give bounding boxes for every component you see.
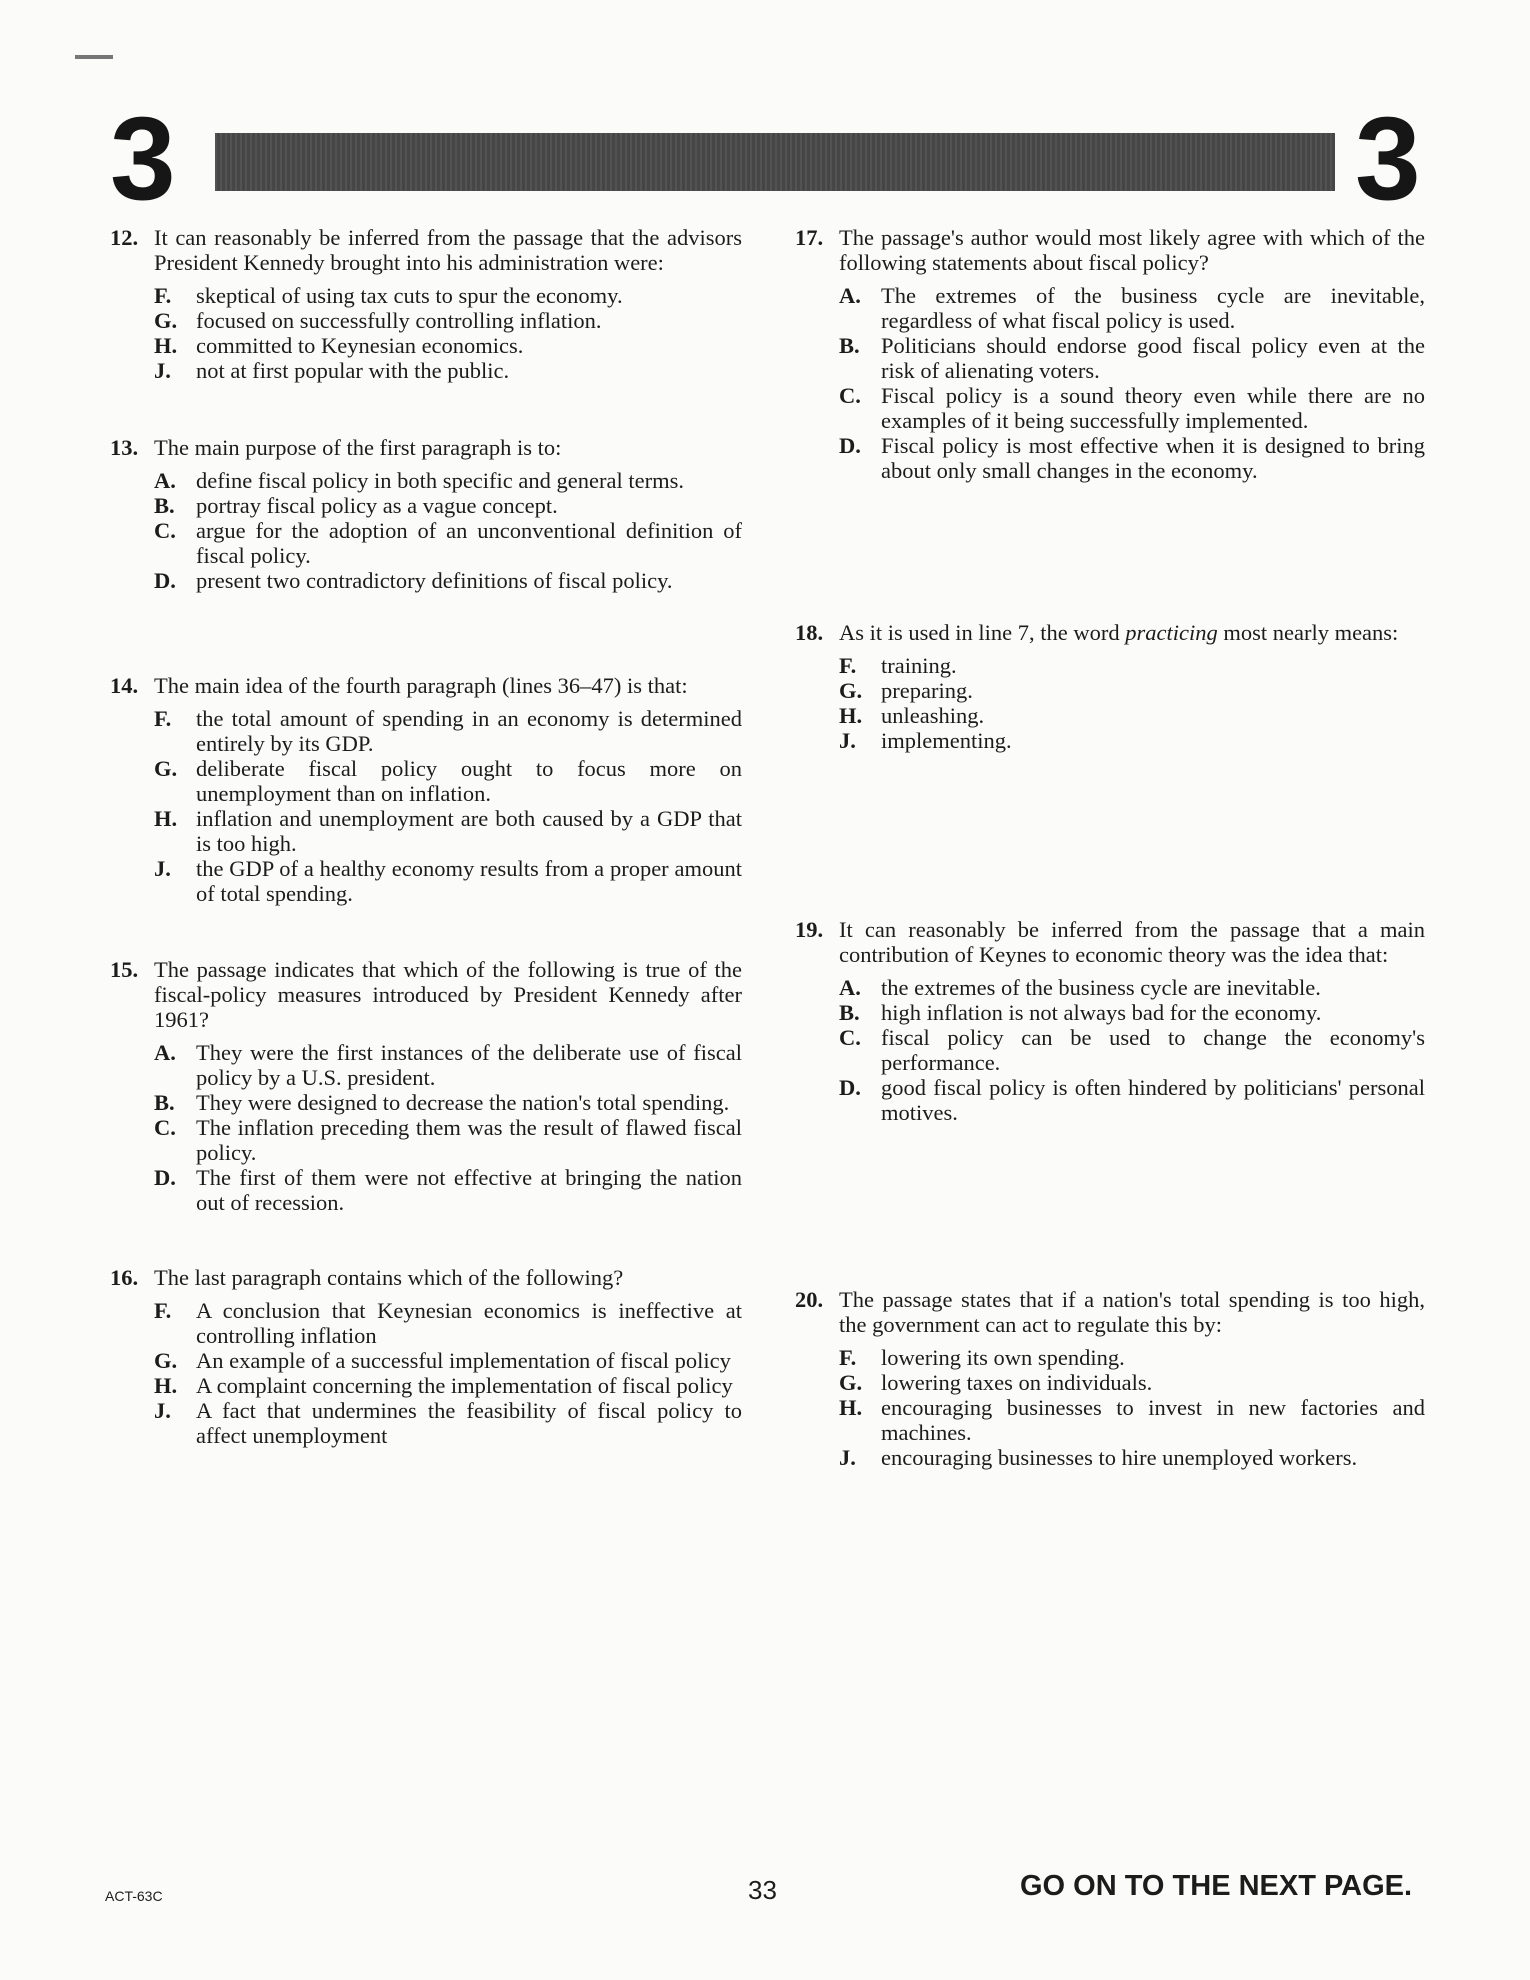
question-number: 14. bbox=[110, 673, 139, 698]
choice-text: committed to Keynesian economics. bbox=[196, 333, 524, 358]
choice-letter: A. bbox=[154, 1040, 176, 1065]
choice-letter: D. bbox=[839, 1075, 861, 1100]
choice-letter: H. bbox=[839, 1395, 863, 1420]
question-number: 15. bbox=[110, 957, 139, 982]
choice-j[interactable] bbox=[154, 856, 742, 906]
choice-text: define fiscal policy in both specific and general terms. bbox=[196, 468, 684, 493]
choice-a[interactable] bbox=[154, 1040, 742, 1090]
choice-c[interactable] bbox=[839, 1025, 1425, 1075]
question-stem: The passage indicates that which of the following is true of the fiscal-policy measures introduced by President Kennedy after 1961? bbox=[154, 957, 742, 1032]
choice-j[interactable] bbox=[154, 1398, 742, 1448]
choice-text: argue for the adoption of an unconventional definition of fiscal policy. bbox=[196, 518, 742, 568]
question-14 bbox=[110, 673, 742, 906]
choice-letter: H. bbox=[839, 703, 863, 728]
choice-letter: G. bbox=[839, 1370, 863, 1395]
choice-text: The extremes of the business cycle are inevitable, regardless of what fiscal policy is used. bbox=[881, 283, 1425, 333]
question-number: 18. bbox=[795, 620, 824, 645]
question-stem: It can reasonably be inferred from the passage that a main contribution of Keynes to economic theory was the idea that: bbox=[839, 917, 1425, 967]
choice-letter: G. bbox=[154, 308, 178, 333]
question-stem bbox=[839, 620, 1425, 645]
choice-letter: H. bbox=[154, 1373, 178, 1398]
choice-list bbox=[154, 1040, 742, 1215]
choice-letter: A. bbox=[839, 975, 861, 1000]
section-number-right: 3 bbox=[1355, 93, 1421, 225]
choice-f[interactable] bbox=[154, 1298, 742, 1348]
question-stem: The main purpose of the first paragraph is to: bbox=[154, 435, 562, 460]
page-number: 33 bbox=[748, 1875, 777, 1905]
choice-list bbox=[154, 468, 742, 593]
choice-j[interactable] bbox=[154, 358, 742, 383]
choice-letter: F. bbox=[839, 653, 857, 678]
footer-form-code: ACT-63C bbox=[105, 1888, 163, 1904]
question-number: 16. bbox=[110, 1265, 139, 1290]
choice-text: training. bbox=[881, 653, 957, 678]
choice-text: high inflation is not always bad for the economy. bbox=[881, 1000, 1322, 1025]
choice-d[interactable] bbox=[154, 568, 742, 593]
choice-text: portray fiscal policy as a vague concept. bbox=[196, 493, 558, 518]
choice-b[interactable] bbox=[839, 333, 1425, 383]
choice-text: the GDP of a healthy economy results from a proper amount of total spending. bbox=[196, 856, 742, 906]
choice-b[interactable] bbox=[839, 1000, 1425, 1025]
choice-letter: J. bbox=[154, 358, 171, 383]
choice-letter: J. bbox=[154, 1398, 171, 1423]
choice-letter: B. bbox=[154, 493, 175, 518]
choice-letter: H. bbox=[154, 806, 178, 831]
choice-text: inflation and unemployment are both caused by a GDP that is too high. bbox=[196, 806, 742, 856]
choice-text: A complaint concerning the implementation of fiscal policy bbox=[196, 1373, 733, 1398]
choice-text: They were the first instances of the deliberate use of fiscal policy by a U.S. president. bbox=[196, 1040, 742, 1090]
choice-d[interactable] bbox=[839, 433, 1425, 483]
scan-mark bbox=[75, 55, 113, 59]
question-number: 19. bbox=[795, 917, 824, 942]
choice-letter: C. bbox=[154, 1115, 176, 1140]
choice-letter: H. bbox=[154, 333, 178, 358]
choice-text: The first of them were not effective at bringing the nation out of recession. bbox=[196, 1165, 742, 1215]
choice-text: implementing. bbox=[881, 728, 1012, 753]
choice-h[interactable] bbox=[154, 333, 742, 358]
choice-letter: D. bbox=[154, 568, 176, 593]
choice-j[interactable] bbox=[839, 1445, 1425, 1470]
choice-g[interactable] bbox=[154, 1348, 742, 1373]
choice-h[interactable] bbox=[839, 1395, 1425, 1445]
choice-text: the extremes of the business cycle are inevitable. bbox=[881, 975, 1321, 1000]
choice-list bbox=[839, 1345, 1425, 1470]
stem-text: As it is used in line 7, the word bbox=[839, 620, 1126, 645]
choice-h[interactable] bbox=[839, 703, 1425, 728]
choice-letter: C. bbox=[839, 383, 861, 408]
choice-g[interactable] bbox=[154, 756, 742, 806]
choice-text: unleashing. bbox=[881, 703, 985, 728]
choice-f[interactable] bbox=[154, 283, 742, 308]
choice-list bbox=[154, 283, 742, 383]
question-13 bbox=[110, 435, 742, 593]
choice-g[interactable] bbox=[839, 1370, 1425, 1395]
choice-text: good fiscal policy is often hindered by politicians' personal motives. bbox=[881, 1075, 1425, 1125]
choice-letter: D. bbox=[839, 433, 861, 458]
choice-text: A fact that undermines the feasibility of fiscal policy to affect unemployment bbox=[196, 1398, 742, 1448]
choice-list bbox=[154, 706, 742, 906]
choice-text: They were designed to decrease the nation's total spending. bbox=[196, 1090, 730, 1115]
choice-letter: B. bbox=[839, 333, 860, 358]
choice-a[interactable] bbox=[839, 283, 1425, 333]
choice-list bbox=[839, 975, 1425, 1125]
choice-letter: C. bbox=[839, 1025, 861, 1050]
choice-list bbox=[839, 283, 1425, 483]
question-19 bbox=[795, 917, 1425, 1125]
choice-text: Fiscal policy is a sound theory even while there are no examples of it being successfully implemented. bbox=[881, 383, 1425, 433]
question-number: 13. bbox=[110, 435, 139, 460]
choice-c[interactable] bbox=[154, 1115, 742, 1165]
choice-text: encouraging businesses to hire unemployed workers. bbox=[881, 1445, 1358, 1470]
choice-text: the total amount of spending in an economy is determined entirely by its GDP. bbox=[196, 706, 742, 756]
section-number-left: 3 bbox=[110, 93, 176, 225]
go-on-next-page-notice: GO ON TO THE NEXT PAGE. bbox=[1020, 1870, 1413, 1902]
choice-text: The inflation preceding them was the result of flawed fiscal policy. bbox=[196, 1115, 742, 1165]
choice-a[interactable] bbox=[154, 468, 742, 493]
choice-letter: F. bbox=[154, 706, 172, 731]
choice-g[interactable] bbox=[839, 678, 1425, 703]
question-number: 20. bbox=[795, 1287, 824, 1312]
choice-f[interactable] bbox=[154, 706, 742, 756]
choice-f[interactable] bbox=[839, 1345, 1425, 1370]
choice-text: preparing. bbox=[881, 678, 973, 703]
question-number: 12. bbox=[110, 225, 139, 250]
question-16 bbox=[110, 1265, 742, 1448]
choice-text: fiscal policy can be used to change the economy's performance. bbox=[881, 1025, 1425, 1075]
choice-text: present two contradictory definitions of fiscal policy. bbox=[196, 568, 673, 593]
choice-b[interactable] bbox=[154, 493, 742, 518]
choice-text: not at first popular with the public. bbox=[196, 358, 510, 383]
choice-letter: G. bbox=[154, 1348, 178, 1373]
choice-text: focused on successfully controlling inflation. bbox=[196, 308, 602, 333]
choice-c[interactable] bbox=[154, 518, 742, 568]
question-stem: It can reasonably be inferred from the passage that the advisors President Kennedy brought into his administration were: bbox=[154, 225, 742, 275]
choice-letter: A. bbox=[154, 468, 176, 493]
choice-letter: D. bbox=[154, 1165, 176, 1190]
stem-italic-word: practicing bbox=[1125, 620, 1218, 645]
question-17 bbox=[795, 225, 1425, 483]
choice-list bbox=[154, 1298, 742, 1448]
choice-text: skeptical of using tax cuts to spur the economy. bbox=[196, 283, 623, 308]
choice-letter: J. bbox=[839, 1445, 856, 1470]
choice-letter: B. bbox=[839, 1000, 860, 1025]
choice-letter: J. bbox=[154, 856, 171, 881]
choice-letter: F. bbox=[154, 283, 172, 308]
choice-text: lowering its own spending. bbox=[881, 1345, 1125, 1370]
choice-letter: F. bbox=[839, 1345, 857, 1370]
choice-a[interactable] bbox=[839, 975, 1425, 1000]
choice-letter: A. bbox=[839, 283, 861, 308]
choice-letter: B. bbox=[154, 1090, 175, 1115]
stem-text: most nearly means: bbox=[1217, 620, 1399, 645]
choice-f[interactable] bbox=[839, 653, 1425, 678]
question-15 bbox=[110, 957, 742, 1215]
choice-h[interactable] bbox=[154, 1373, 742, 1398]
choice-d[interactable] bbox=[154, 1165, 742, 1215]
choice-j[interactable] bbox=[839, 728, 1425, 753]
choice-c[interactable] bbox=[839, 383, 1425, 433]
choice-text: A conclusion that Keynesian economics is ineffective at controlling inflation bbox=[196, 1298, 742, 1348]
choice-text: lowering taxes on individuals. bbox=[881, 1370, 1153, 1395]
choice-d[interactable] bbox=[839, 1075, 1425, 1125]
choice-h[interactable] bbox=[154, 806, 742, 856]
question-stem: The passage's author would most likely agree with which of the following statements about fiscal policy? bbox=[839, 225, 1425, 275]
choice-letter: C. bbox=[154, 518, 176, 543]
question-12 bbox=[110, 225, 742, 383]
choice-b[interactable] bbox=[154, 1090, 742, 1115]
question-20 bbox=[795, 1287, 1425, 1470]
choice-text: encouraging businesses to invest in new factories and machines. bbox=[881, 1395, 1425, 1445]
question-stem: The main idea of the fourth paragraph (lines 36–47) is that: bbox=[154, 673, 688, 698]
question-stem: The passage states that if a nation's total spending is too high, the government can act to regulate this by: bbox=[839, 1287, 1425, 1337]
choice-text: Politicians should endorse good fiscal policy even at the risk of alienating voters. bbox=[881, 333, 1425, 383]
question-18 bbox=[795, 620, 1425, 753]
choice-text: deliberate fiscal policy ought to focus more on unemployment than on inflation. bbox=[196, 756, 742, 806]
choice-letter: G. bbox=[839, 678, 863, 703]
choice-letter: J. bbox=[839, 728, 856, 753]
question-stem: The last paragraph contains which of the following? bbox=[154, 1265, 624, 1290]
choice-g[interactable] bbox=[154, 308, 742, 333]
choice-text: An example of a successful implementation of fiscal policy bbox=[196, 1348, 731, 1373]
section-header-bar bbox=[215, 133, 1335, 191]
choice-letter: F. bbox=[154, 1298, 172, 1323]
choice-letter: G. bbox=[154, 756, 178, 781]
choice-list bbox=[839, 653, 1425, 753]
question-number: 17. bbox=[795, 225, 824, 250]
choice-text: Fiscal policy is most effective when it is designed to bring about only small changes in the economy. bbox=[881, 433, 1425, 483]
